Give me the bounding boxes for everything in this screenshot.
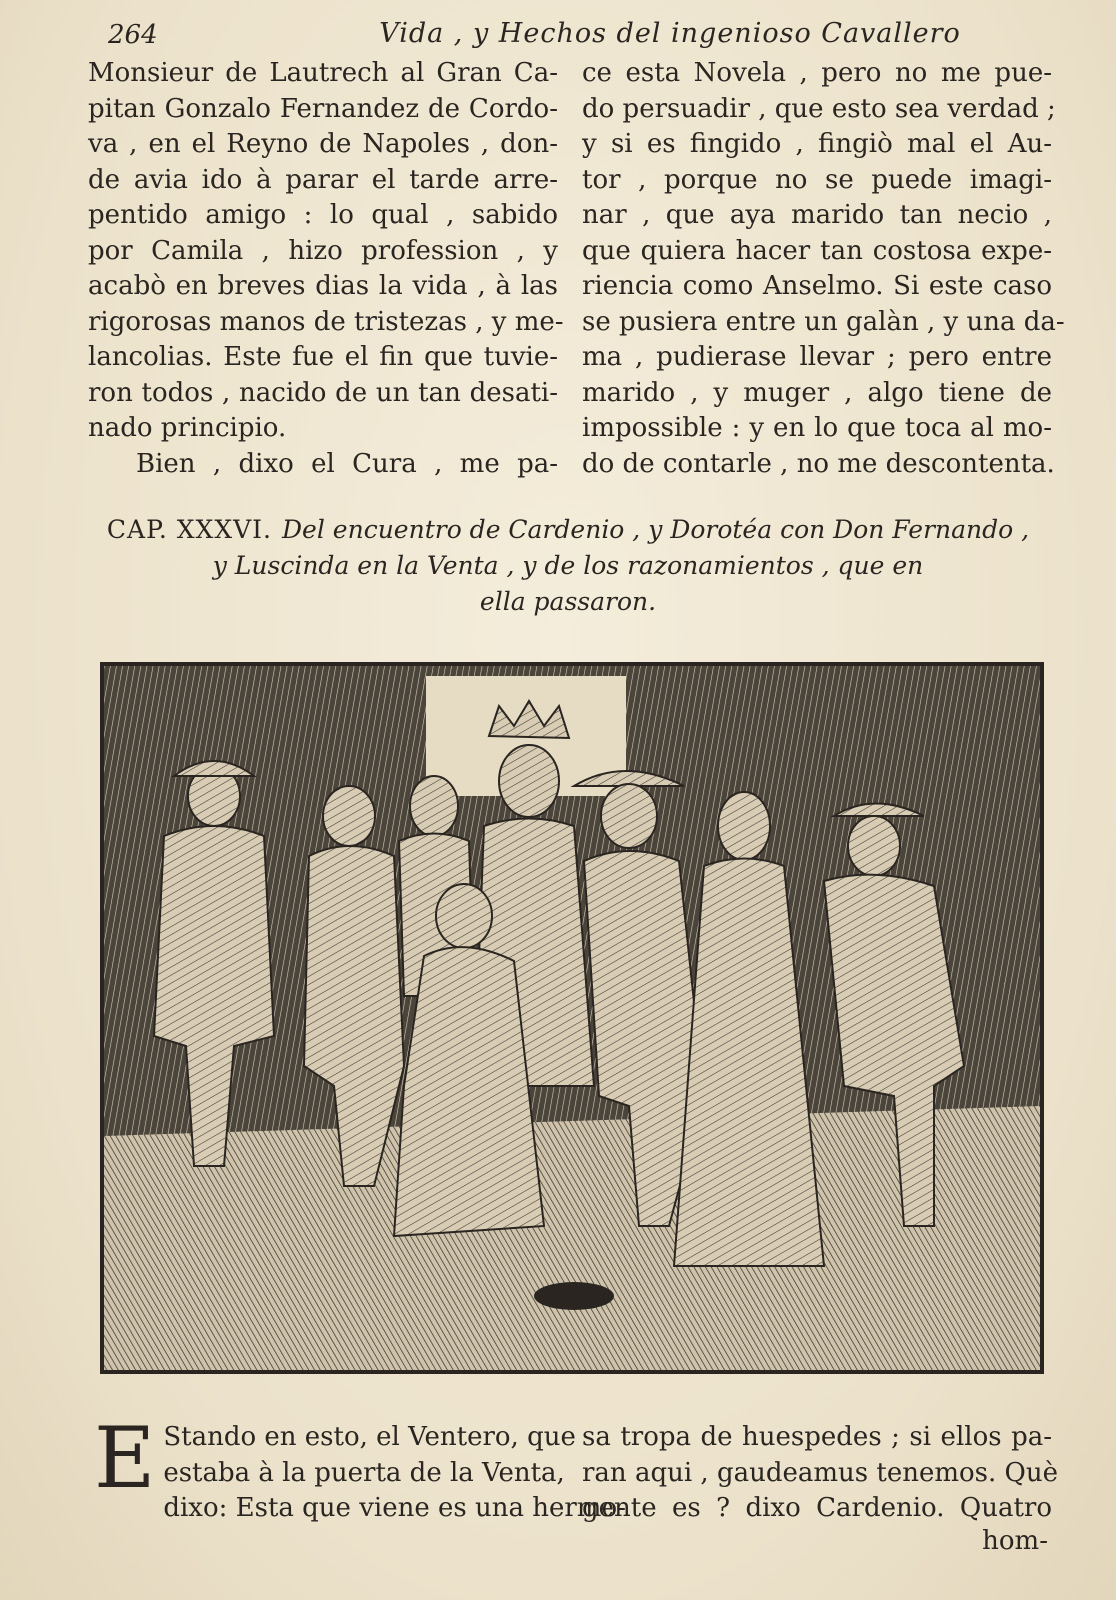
text-line: ron todos , nacido de un tan desati- (88, 377, 558, 408)
text-line: Stando en esto, el Ventero, que (163, 1422, 576, 1452)
chapter-title-line: Del encuentro de Cardenio , y Dorotéa con Don Fernando , (282, 515, 1030, 544)
text-line: dixo: Esta que viene es una hermo- (163, 1493, 626, 1523)
running-title: Vida , y Hechos del ingenioso Cavallero (379, 18, 961, 49)
text-line: se pusiera entre un galàn , y una da- (582, 306, 1065, 337)
text-line: Bien , dixo el Cura , me pa- (136, 448, 558, 479)
text-line: pentido amigo : lo qual , sabido (88, 200, 558, 230)
text-line: ce esta Novela , pero no me pue- (582, 58, 1052, 88)
text-line: impossible : y en lo que toca al mo- (582, 413, 1052, 443)
chapter-title-line: y Luscinda en la Venta , y de los razonamientos , que en (212, 551, 924, 580)
text-line: que quiera hacer tan costosa expe- (582, 235, 1052, 266)
drop-cap: E (94, 1409, 156, 1507)
chapter-title-line: ella passaron. (479, 587, 657, 616)
catchword: hom- (982, 1526, 1048, 1556)
bottom-left-column (88, 1409, 626, 1527)
text-line: tor , porque no se puede imagi- (582, 164, 1052, 195)
text-line: riencia como Anselmo. Si este caso (582, 271, 1052, 301)
text-line: rigorosas manos de tristezas , y me- (88, 306, 564, 337)
text-line: do persuadir , que esto sea verdad ; (582, 93, 1056, 124)
woodcut-illustration (100, 662, 1044, 1374)
text-line: acabò en breves dias la vida , à las (88, 271, 558, 301)
bottom-right-column (582, 1420, 1058, 1527)
top-left-column (88, 56, 564, 482)
text-line: gente es ? dixo Cardenio. Quatro (582, 1493, 1052, 1523)
top-right-column (582, 56, 1065, 482)
ground-object (534, 1282, 614, 1310)
text-line: sa tropa de huespedes ; si ellos pa- (582, 1422, 1052, 1452)
text-line: ran aqui , gaudeamus tenemos. Què (582, 1457, 1058, 1488)
text-line: estaba à la puerta de la Venta, (163, 1457, 565, 1488)
chapter-number: CAP. XXXVI. (106, 515, 273, 544)
text-line: marido , y muger , algo tiene de (582, 377, 1052, 408)
text-line: do de contarle , no me descontenta. (582, 448, 1055, 479)
text-line: pitan Gonzalo Fernandez de Cordo- (88, 93, 558, 124)
chapter-heading-line (78, 512, 1058, 548)
running-head (100, 14, 1040, 54)
text-line: lancolias. Este fue el fin que tuvie- (88, 342, 558, 372)
text-line: va , en el Reyno de Napoles , don- (88, 129, 558, 159)
page-number: 264 (108, 20, 158, 50)
text-line: nado principio. (88, 413, 287, 443)
text-line: y si es fingido , fingiò mal el Au- (582, 129, 1052, 159)
text-line: nar , que aya marido tan necio , (582, 200, 1052, 230)
text-line: de avia ido à parar el tarde arre- (88, 164, 558, 195)
chapter-heading (78, 512, 1058, 620)
woodcut-scene (104, 666, 1040, 1370)
text-line: Monsieur de Lautrech al Gran Ca- (88, 58, 558, 88)
text-line: ma , pudierase llevar ; pero entre (582, 342, 1052, 372)
text-line: por Camila , hizo profession , y (88, 235, 558, 266)
